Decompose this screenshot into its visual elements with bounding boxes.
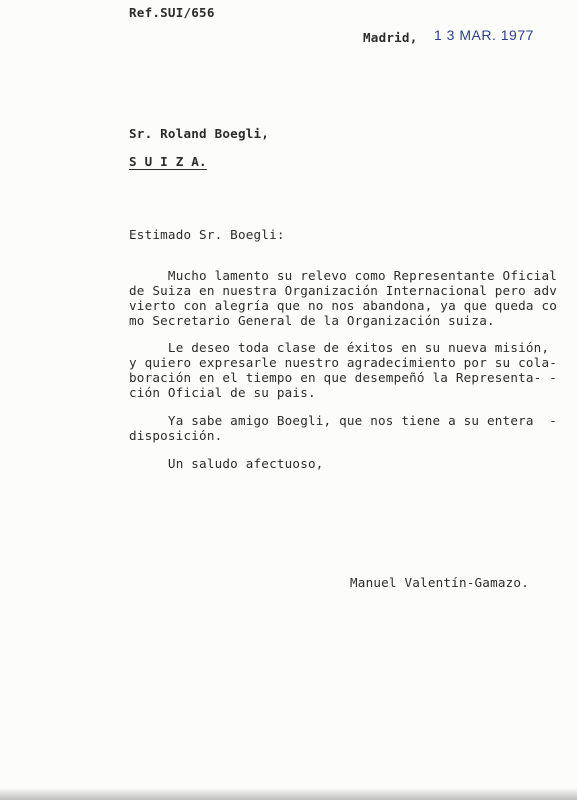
paragraph-line: ción Oficial de su pais. — [129, 385, 316, 400]
salutation: Estimado Sr. Boegli: — [129, 227, 285, 242]
paragraph-line: de Suiza en nuestra Organización Internacional pero adv — [129, 283, 558, 298]
date-stamp: 1 3 MAR. 1977 — [434, 27, 534, 43]
paragraph-line: Mucho lamento su relevo como Representante Oficial — [129, 268, 558, 283]
signature: Manuel Valentín-Gamazo. — [350, 575, 529, 590]
paragraph-line: y quiero expresarle nuestro agradecimiento por su cola- — [129, 355, 558, 370]
recipient-country: S U I Z A. — [129, 154, 207, 169]
scan-edge-shadow — [0, 788, 577, 800]
recipient-name: Sr. Roland Boegli, — [129, 126, 270, 141]
closing-line: Un saludo afectuoso, — [129, 456, 324, 471]
paragraph-line: mo Secretario General de la Organización suiza. — [129, 313, 495, 328]
paragraph-line: disposición. — [129, 428, 223, 443]
paragraph-line: Le deseo toda clase de éxitos en su nueva misión, — [129, 340, 550, 355]
reference-number: Ref.SUI/656 — [129, 5, 215, 20]
place-label: Madrid, — [363, 30, 418, 45]
paragraph-line: vierto con alegría que no nos abandona, ya que queda co — [129, 298, 558, 313]
paragraph-line: boración en el tiempo en que desempeñó la Representa- - — [129, 370, 558, 385]
paragraph-line: Ya sabe amigo Boegli, que nos tiene a su entera - — [129, 413, 558, 428]
